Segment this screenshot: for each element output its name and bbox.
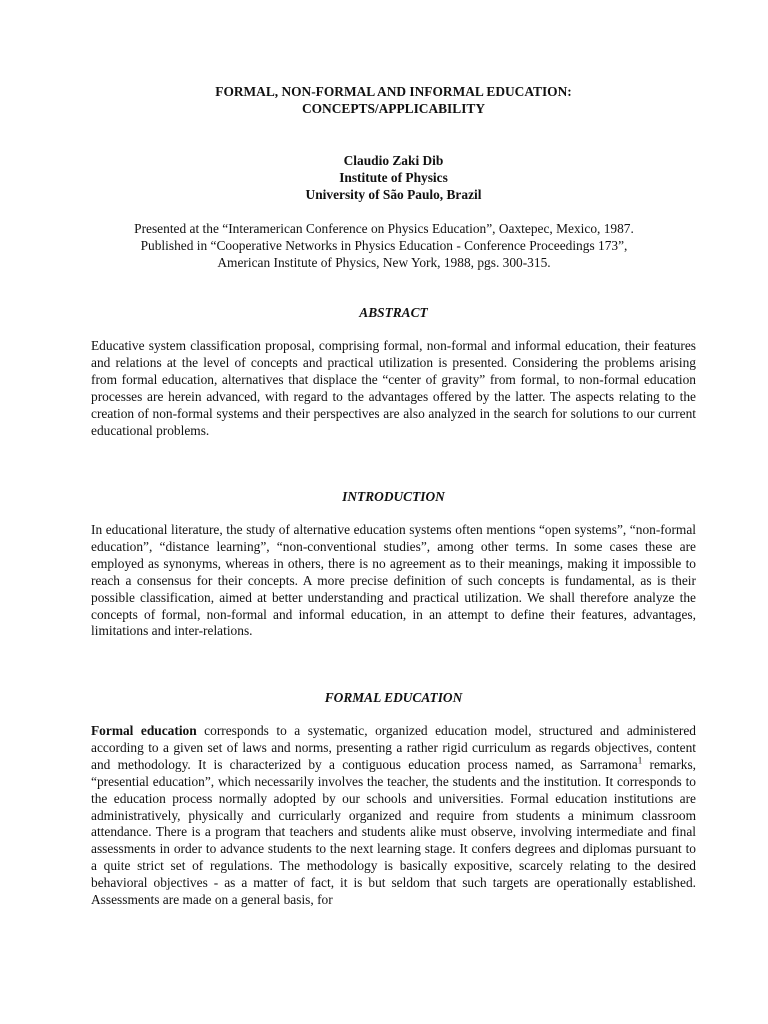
presentation-line-1: Presented at the “Interamerican Conference on Physics Education”, Oaxtepec, Mexico, 1987. [134, 221, 634, 236]
presentation-line-3: American Institute of Physics, New York, 1988, pgs. 300-315. [217, 254, 551, 270]
formal-education-heading: FORMAL EDUCATION [324, 690, 463, 705]
introduction-heading: INTRODUCTION [342, 489, 445, 504]
title-line-1: FORMAL, NON-FORMAL AND INFORMAL EDUCATION: [215, 84, 572, 99]
author-university: University of São Paulo, Brazil [305, 186, 482, 202]
author-institute: Institute of Physics [339, 169, 448, 185]
author-name: Claudio Zaki Dib [343, 153, 444, 168]
formal-education-text-part-2: remarks, “presential education”, which necessarily involves the teacher, the students and the institution. It corresponds to the education process normally adopted by our schools and universities. Formal education institutions are administratively, physically and curricularly organized and require from students a minimum classroom attendance. There is a program that teachers and students alike must observe, involving intermediate and final assessments in order to advance students to the next learning stage. It confers degrees and diplomas pursuant to a quite strict set of regulations. The methodology is basically expositive, scarcely relating to the desired behavioral objectives - as a matter of fact, it is but seldom that such targets are operationally established. Assessments are made on a general basis, for [91, 756, 696, 908]
formal-education-text [91, 723, 696, 909]
formal-education-lead-term: Formal education [91, 723, 197, 738]
title-line-2: CONCEPTS/APPLICABILITY [301, 100, 486, 116]
footnote-ref-1: 1 [637, 755, 643, 766]
presentation-line-2: Published in “Cooperative Networks in Physics Education - Conference Proceedings 173”, [140, 237, 628, 253]
paper-title [91, 84, 696, 118]
introduction-text: In educational literature, the study of alternative education systems often mentions “open systems”, “non-formal education”, “distance learning”, “non-conventional studies”, among other terms. In some cases these are employed as synonyms, whereas in others, there is no agreement as to their meanings, making it impossible to reach a consensus for their concepts. A more precise definition of such concepts is fundamental, as is their possible classification, aimed at better understanding and practical utilization. We shall therefore analyze the concepts of formal, non-formal and informal education, in an attempt to define their features, advantages, limitations and inter-relations. [91, 522, 696, 639]
abstract-heading: ABSTRACT [359, 305, 428, 320]
presentation-note [60, 221, 708, 272]
formal-education-text-part-1: corresponds to a systematic, organized education model, structured and administered according to a given set of laws and norms, presenting a rather rigid curriculum as regards objectives, content and methodology. It is characterized by a contiguous education process named, as Sarramona [91, 723, 696, 772]
abstract-text: Educative system classification proposal, comprising formal, non-formal and informal education, their features and relations at the level of concepts and practical utilization is presented. Considering the problems arising from formal education, alternatives that displace the “center of gravity” from formal, to non-formal education processes are herein advanced, with regard to the advantages offered by the latter. The aspects relating to the creation of non-formal systems and their perspectives are also analyzed in the search for solutions to our current educational problems. [91, 338, 696, 438]
author-block [91, 153, 696, 204]
